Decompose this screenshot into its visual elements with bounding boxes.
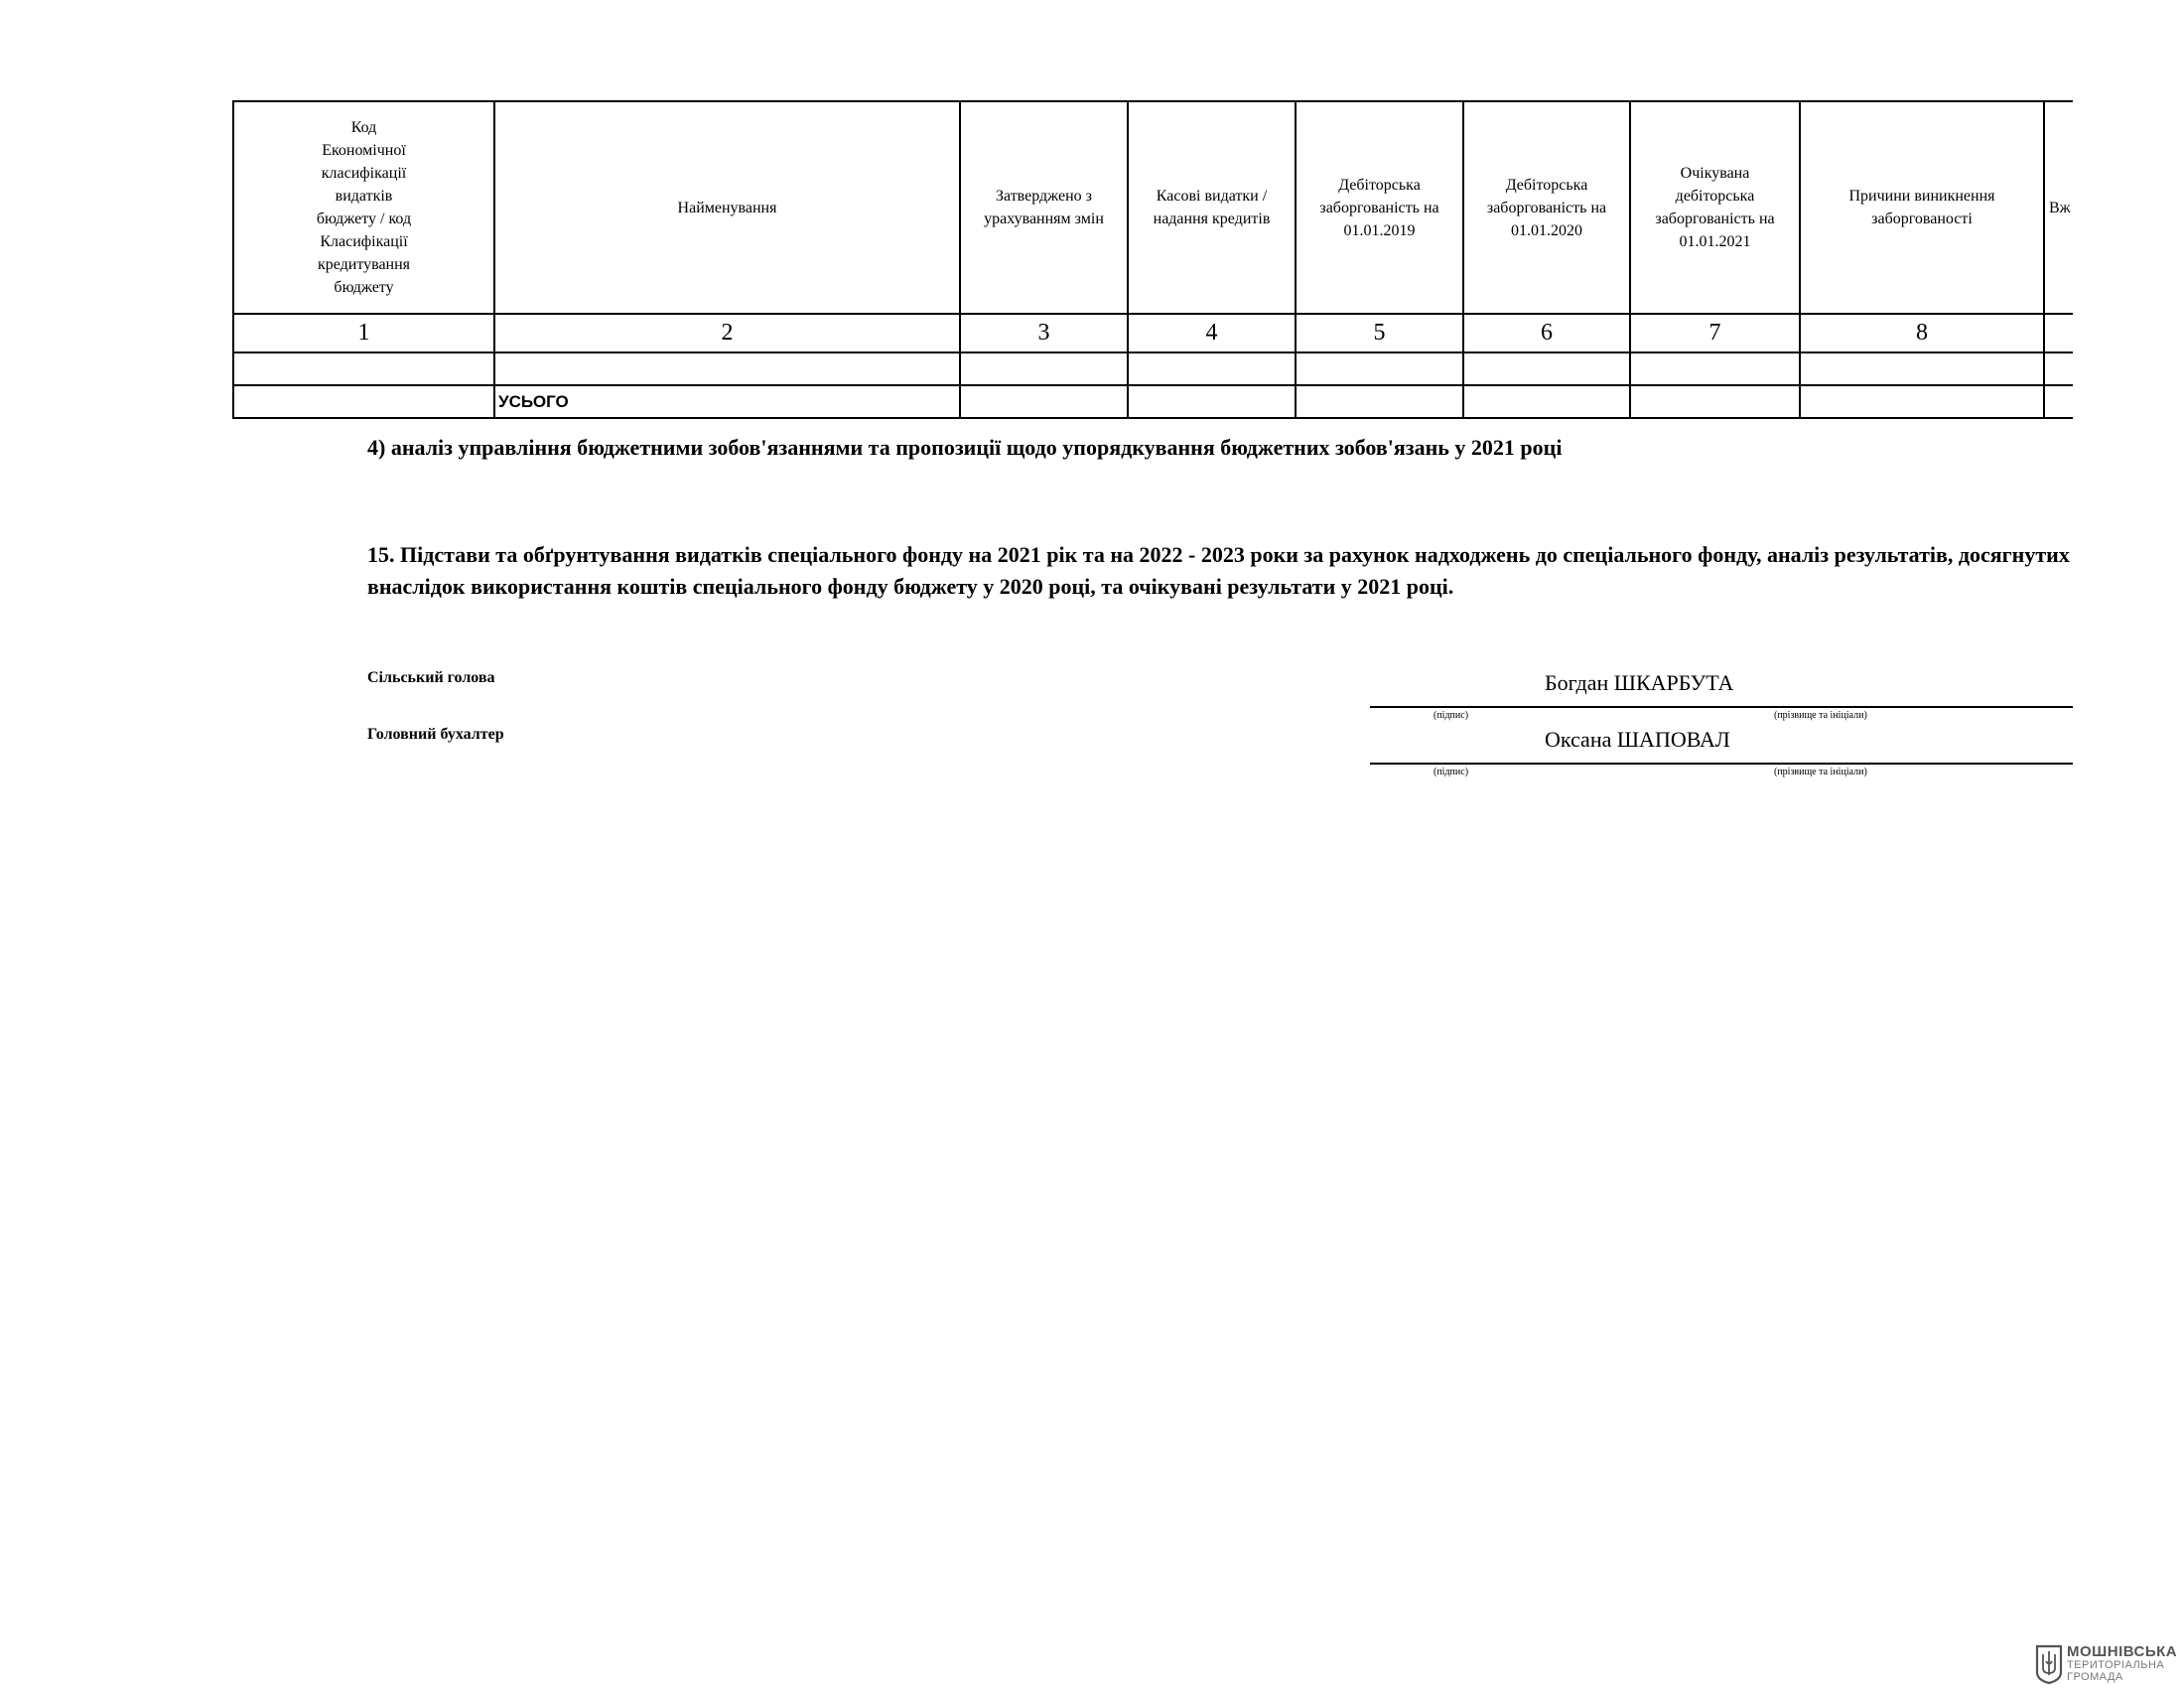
table-cell	[1800, 352, 2044, 385]
section-15-line-2: внаслідок використання коштів спеціального фонду бюджету у 2020 році, та очікувані результати у 2021 році.	[367, 574, 1454, 599]
signature-name-accountant: Оксана ШАПОВАЛ	[1545, 727, 1730, 752]
community-logo	[2035, 1642, 2184, 1686]
column-number: 8	[1800, 314, 2044, 352]
table-cell	[960, 385, 1128, 418]
logo-text-line-1: МОШНІВСЬКА	[2067, 1643, 2178, 1660]
table-cell	[1296, 385, 1463, 418]
trident-icon	[2035, 1644, 2063, 1684]
table-header-row	[233, 101, 2073, 314]
signature-title-head: Сільський голова	[367, 669, 495, 686]
section-15-heading	[367, 539, 2070, 603]
header-debt-reasons: Причини виникнення заборгованості	[1800, 101, 2044, 314]
column-number: 6	[1463, 314, 1630, 352]
table-cell	[1128, 352, 1296, 385]
table-cell	[960, 352, 1128, 385]
table-cell	[494, 352, 960, 385]
table-cell	[1630, 385, 1800, 418]
column-number: 1	[233, 314, 494, 352]
header-name: Найменування	[494, 101, 960, 314]
section-15-line-1: 15. Підстави та обґрунтування видатків спеціального фонду на 2021 рік та на 2022 - 2023 роки за рахунок надходжень до спеціального фонду, аналіз результатів, досягнутих	[367, 542, 2070, 567]
signature-title-accountant: Головний бухалтер	[367, 726, 504, 743]
signature-caption-sign: (підпис)	[1433, 767, 1469, 777]
header-expected-receivables-2021: Очікувана дебіторська заборгованість на 01.01.2021	[1630, 101, 1800, 314]
column-number: 7	[1630, 314, 1800, 352]
column-number: 3	[960, 314, 1128, 352]
total-label: УСЬОГО	[494, 385, 960, 418]
total-row	[233, 385, 2073, 418]
logo-text-line-3: ГРОМАДА	[2067, 1671, 2123, 1683]
header-receivables-2019: Дебіторська заборгованість на 01.01.2019	[1296, 101, 1463, 314]
table-cell	[1800, 385, 2044, 418]
signature-line	[1370, 706, 2073, 708]
table-cell	[2044, 352, 2073, 385]
table-cell	[1463, 385, 1630, 418]
header-economic-code: Код Економічної класифікації видатків бюджету / код Класифікації кредитування бюджету	[233, 101, 494, 314]
column-number-row	[233, 314, 2073, 352]
table-cell	[1128, 385, 1296, 418]
signature-caption-name: (прізвище та ініціали)	[1774, 710, 1867, 721]
table-cell	[233, 352, 494, 385]
table-cell	[233, 385, 494, 418]
section-4-heading: 4) аналіз управління бюджетними зобов'язаннями та пропозиції щодо упорядкування бюджетних зобов'язань у 2021 році	[367, 435, 1563, 460]
table-row	[233, 352, 2073, 385]
signature-caption-sign: (підпис)	[1433, 710, 1469, 721]
signature-line	[1370, 763, 2073, 765]
signature-name-head: Богдан ШКАРБУТА	[1545, 670, 1734, 695]
column-number: 5	[1296, 314, 1463, 352]
receivables-table	[232, 100, 2073, 419]
logo-text-line-2: ТЕРИТОРІАЛЬНА	[2067, 1659, 2165, 1671]
table-cell	[1630, 352, 1800, 385]
header-receivables-2020: Дебіторська заборгованість на 01.01.2020	[1463, 101, 1630, 314]
header-measures-truncated: Вж	[2044, 101, 2073, 314]
table-cell	[1296, 352, 1463, 385]
table-cell	[2044, 385, 2073, 418]
signature-caption-name: (прізвище та ініціали)	[1774, 767, 1867, 777]
column-number: 4	[1128, 314, 1296, 352]
column-number	[2044, 314, 2073, 352]
header-approved: Затверджено з урахуванням змін	[960, 101, 1128, 314]
column-number: 2	[494, 314, 960, 352]
table-cell	[1463, 352, 1630, 385]
header-cash-expenses: Касові видатки / надання кредитів	[1128, 101, 1296, 314]
